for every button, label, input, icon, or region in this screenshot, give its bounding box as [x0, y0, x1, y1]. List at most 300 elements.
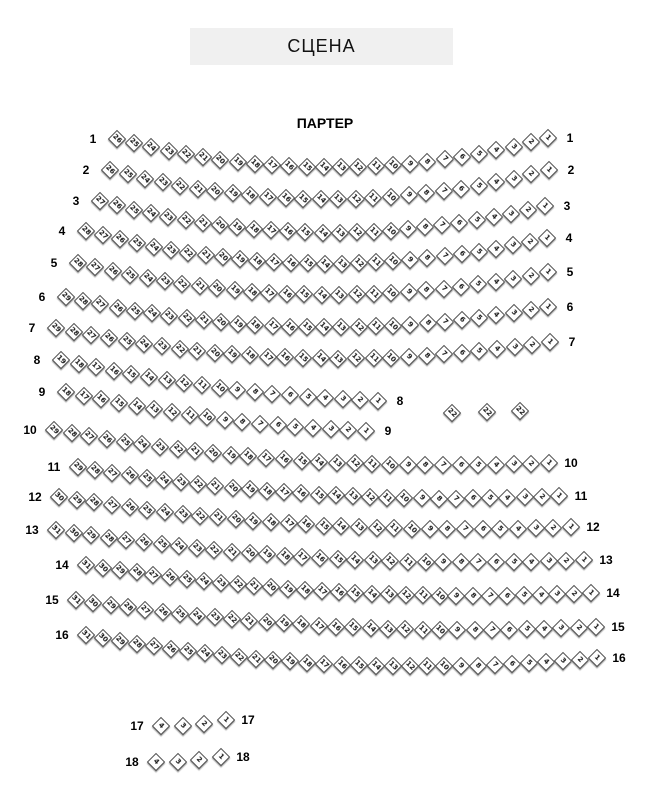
seat[interactable] [100, 329, 118, 347]
seat[interactable] [122, 365, 140, 383]
seat[interactable] [108, 298, 126, 316]
seat[interactable] [208, 279, 226, 297]
seat[interactable] [246, 316, 264, 334]
seat[interactable] [74, 292, 92, 310]
seat[interactable] [77, 222, 95, 240]
seat[interactable] [486, 656, 504, 674]
seat[interactable] [293, 548, 311, 566]
seat[interactable] [223, 542, 241, 560]
seat[interactable] [569, 619, 587, 637]
seat[interactable] [136, 600, 154, 618]
seat[interactable] [259, 188, 277, 206]
seat[interactable] [188, 342, 206, 360]
seat[interactable] [332, 655, 350, 673]
seat[interactable] [522, 165, 540, 183]
seat[interactable] [135, 335, 153, 353]
seat[interactable] [522, 133, 540, 151]
seat[interactable] [223, 610, 241, 628]
seat[interactable] [504, 137, 522, 155]
seat[interactable] [195, 311, 213, 329]
seat[interactable] [247, 649, 265, 667]
seat[interactable] [245, 577, 263, 595]
seat[interactable] [152, 717, 170, 735]
seat[interactable] [198, 408, 216, 426]
seat[interactable] [91, 192, 109, 210]
seat[interactable] [223, 478, 241, 496]
seat[interactable] [436, 312, 454, 330]
seat[interactable] [309, 485, 327, 503]
seat[interactable] [275, 614, 293, 632]
seat[interactable] [522, 455, 540, 473]
seat[interactable] [502, 205, 520, 223]
seat[interactable] [421, 520, 439, 538]
seat[interactable] [537, 653, 555, 671]
seat[interactable] [281, 317, 299, 335]
seat[interactable] [211, 573, 229, 591]
seat[interactable] [418, 314, 436, 332]
seat[interactable] [315, 654, 333, 672]
seat[interactable] [351, 391, 369, 409]
seat[interactable] [498, 586, 516, 604]
seat[interactable] [345, 454, 363, 472]
seat[interactable] [311, 549, 329, 567]
seat[interactable] [240, 611, 258, 629]
seat[interactable] [349, 656, 367, 674]
seat[interactable] [257, 449, 275, 467]
seat[interactable] [298, 653, 316, 671]
seat[interactable] [178, 570, 196, 588]
seat[interactable] [401, 315, 419, 333]
seat[interactable] [417, 184, 435, 202]
seat[interactable] [544, 518, 562, 536]
seat[interactable] [85, 493, 103, 511]
seat[interactable] [103, 463, 121, 481]
seat[interactable] [186, 442, 204, 460]
seat[interactable] [487, 272, 505, 290]
seat[interactable] [180, 406, 198, 424]
seat[interactable] [105, 362, 123, 380]
seat[interactable] [156, 272, 174, 290]
seat[interactable] [117, 531, 135, 549]
seat[interactable] [403, 520, 421, 538]
seat[interactable] [156, 503, 174, 521]
seat[interactable] [540, 552, 558, 570]
seat[interactable] [194, 148, 212, 166]
seat[interactable] [552, 619, 570, 637]
seat[interactable] [175, 373, 193, 391]
seat[interactable] [469, 656, 487, 674]
seat[interactable] [127, 397, 145, 415]
seat[interactable] [179, 642, 197, 660]
seat[interactable] [151, 437, 169, 455]
seat[interactable] [521, 266, 539, 284]
seat[interactable] [280, 157, 298, 175]
seat[interactable] [357, 422, 375, 440]
seat[interactable] [347, 285, 365, 303]
seat[interactable] [379, 619, 397, 637]
seat[interactable] [326, 486, 344, 504]
seat[interactable] [243, 282, 261, 300]
seat[interactable] [481, 587, 499, 605]
seat[interactable] [119, 598, 137, 616]
seat[interactable] [67, 491, 85, 509]
seat[interactable] [438, 520, 456, 538]
seat[interactable] [216, 410, 234, 428]
seat[interactable] [382, 348, 400, 366]
seat[interactable] [491, 520, 509, 538]
seat[interactable] [347, 189, 365, 207]
seat[interactable] [91, 295, 109, 313]
seat[interactable] [431, 621, 449, 639]
seat[interactable] [108, 196, 126, 214]
seat[interactable] [162, 241, 180, 259]
seat[interactable] [229, 314, 247, 332]
seat[interactable] [206, 182, 224, 200]
seat[interactable] [315, 158, 333, 176]
seat[interactable] [540, 161, 558, 179]
seat[interactable] [363, 455, 381, 473]
seat[interactable] [541, 333, 559, 351]
seat[interactable] [330, 285, 348, 303]
seat[interactable] [246, 155, 264, 173]
seat[interactable] [294, 189, 312, 207]
seat[interactable] [311, 349, 329, 367]
seat[interactable] [212, 313, 230, 331]
seat[interactable] [241, 346, 259, 364]
seat[interactable] [159, 208, 177, 226]
seat[interactable] [328, 550, 346, 568]
seat[interactable] [228, 218, 246, 236]
seat[interactable] [239, 447, 257, 465]
seat[interactable] [451, 456, 469, 474]
seat[interactable] [278, 284, 296, 302]
seat[interactable] [80, 427, 98, 445]
seat[interactable] [62, 424, 80, 442]
seat[interactable] [417, 281, 435, 299]
seat[interactable] [416, 553, 434, 571]
seat[interactable] [142, 138, 160, 156]
seat[interactable] [228, 380, 246, 398]
seat[interactable] [188, 539, 206, 557]
seat[interactable] [434, 279, 452, 297]
seat[interactable] [101, 596, 119, 614]
seat[interactable] [120, 466, 138, 484]
seat[interactable] [145, 237, 163, 255]
seat[interactable] [367, 253, 385, 271]
seat[interactable] [582, 584, 600, 602]
seat[interactable] [228, 575, 246, 593]
seat[interactable] [418, 249, 436, 267]
seat[interactable] [447, 489, 465, 507]
seat[interactable] [435, 150, 453, 168]
seat[interactable] [135, 533, 153, 551]
seat[interactable] [171, 605, 189, 623]
seat[interactable] [279, 514, 297, 532]
seat[interactable] [64, 523, 82, 541]
seat[interactable] [384, 156, 402, 174]
seat[interactable] [213, 646, 231, 664]
seat[interactable] [258, 545, 276, 563]
seat[interactable] [108, 130, 126, 148]
seat[interactable] [470, 309, 488, 327]
seat[interactable] [245, 220, 263, 238]
seat[interactable] [384, 252, 402, 270]
seat[interactable] [133, 435, 151, 453]
seat[interactable] [400, 657, 418, 675]
seat[interactable] [241, 480, 259, 498]
seat[interactable] [222, 445, 240, 463]
seat[interactable] [315, 516, 333, 534]
seat[interactable] [538, 229, 556, 247]
seat[interactable] [282, 254, 300, 272]
seat[interactable] [452, 245, 470, 263]
seat[interactable] [195, 715, 213, 733]
seat[interactable] [469, 275, 487, 293]
seat[interactable] [347, 349, 365, 367]
seat[interactable] [365, 222, 383, 240]
seat[interactable] [74, 387, 92, 405]
seat[interactable] [153, 603, 171, 621]
seat[interactable] [110, 561, 128, 579]
seat[interactable] [94, 226, 112, 244]
seat[interactable] [398, 456, 416, 474]
seat[interactable] [155, 471, 173, 489]
seat[interactable] [382, 284, 400, 302]
seat[interactable] [298, 388, 316, 406]
seat[interactable] [230, 250, 248, 268]
seat[interactable] [344, 487, 362, 505]
seat[interactable] [98, 430, 116, 448]
seat[interactable] [169, 440, 187, 458]
seat[interactable] [138, 468, 156, 486]
seat[interactable] [257, 613, 275, 631]
seat[interactable] [69, 355, 87, 373]
seat[interactable] [210, 378, 228, 396]
seat[interactable] [430, 489, 448, 507]
seat[interactable] [344, 618, 362, 636]
seat[interactable] [299, 254, 317, 272]
seat[interactable] [469, 456, 487, 474]
seat[interactable] [206, 343, 224, 361]
seat[interactable] [213, 248, 231, 266]
seat[interactable] [350, 254, 368, 272]
seat[interactable] [87, 358, 105, 376]
seat[interactable] [211, 151, 229, 169]
seat[interactable] [241, 186, 259, 204]
seat[interactable] [196, 644, 214, 662]
seat[interactable] [281, 652, 299, 670]
seat[interactable] [503, 655, 521, 673]
seat[interactable] [145, 400, 163, 418]
seat[interactable] [571, 650, 589, 668]
seat[interactable] [225, 281, 243, 299]
seat[interactable] [228, 153, 246, 171]
seat[interactable] [125, 200, 143, 218]
seat[interactable] [515, 488, 533, 506]
seat[interactable] [223, 345, 241, 363]
seat[interactable] [128, 234, 146, 252]
seat[interactable] [381, 455, 399, 473]
seat[interactable] [45, 421, 63, 439]
seat[interactable] [498, 489, 516, 507]
seat[interactable] [539, 263, 557, 281]
seat[interactable] [52, 351, 70, 369]
seat[interactable] [64, 322, 82, 340]
seat[interactable] [276, 547, 294, 565]
seat[interactable] [452, 179, 470, 197]
seat[interactable] [275, 483, 293, 501]
seat[interactable] [484, 208, 502, 226]
seat[interactable] [478, 403, 496, 421]
seat[interactable] [385, 519, 403, 537]
seat[interactable] [474, 520, 492, 538]
seat[interactable] [322, 420, 340, 438]
seat[interactable] [315, 318, 333, 336]
seat[interactable] [143, 304, 161, 322]
seat[interactable] [103, 496, 121, 514]
seat[interactable] [275, 450, 293, 468]
seat[interactable] [381, 552, 399, 570]
seat[interactable] [397, 586, 415, 604]
seat[interactable] [251, 414, 269, 432]
seat[interactable] [279, 579, 297, 597]
seat[interactable] [366, 657, 384, 675]
seat[interactable] [258, 482, 276, 500]
seat[interactable] [163, 403, 181, 421]
seat[interactable] [526, 519, 544, 537]
seat[interactable] [416, 456, 434, 474]
seat[interactable] [470, 145, 488, 163]
seat[interactable] [399, 220, 417, 238]
seat[interactable] [469, 553, 487, 571]
seat[interactable] [487, 239, 505, 257]
seat[interactable] [162, 640, 180, 658]
seat[interactable] [101, 161, 119, 179]
seat[interactable] [453, 148, 471, 166]
seat[interactable] [443, 404, 461, 422]
seat[interactable] [196, 246, 214, 264]
seat[interactable] [145, 637, 163, 655]
seat[interactable] [47, 521, 65, 539]
seat[interactable] [348, 223, 366, 241]
seat[interactable] [395, 489, 413, 507]
seat[interactable] [177, 145, 195, 163]
seat[interactable] [349, 318, 367, 336]
seat[interactable] [310, 452, 328, 470]
seat[interactable] [296, 581, 314, 599]
seat[interactable] [520, 654, 538, 672]
seat[interactable] [190, 751, 208, 769]
seat[interactable] [453, 344, 471, 362]
seat[interactable] [161, 568, 179, 586]
seat[interactable] [147, 753, 165, 771]
seat[interactable] [176, 211, 194, 229]
seat[interactable] [332, 158, 350, 176]
seat[interactable] [329, 190, 347, 208]
seat[interactable] [382, 221, 400, 239]
seat[interactable] [86, 258, 104, 276]
seat[interactable] [262, 578, 280, 596]
seat[interactable] [452, 657, 470, 675]
seat[interactable] [173, 274, 191, 292]
seat[interactable] [511, 402, 529, 420]
seat[interactable] [465, 621, 483, 639]
seat[interactable] [470, 242, 488, 260]
seat[interactable] [171, 176, 189, 194]
seat[interactable] [504, 553, 522, 571]
seat[interactable] [364, 349, 382, 367]
seat[interactable] [94, 629, 112, 647]
seat[interactable] [500, 621, 518, 639]
seat[interactable] [453, 311, 471, 329]
seat[interactable] [269, 416, 287, 434]
seat[interactable] [329, 349, 347, 367]
seat[interactable] [575, 551, 593, 569]
seat[interactable] [136, 169, 154, 187]
seat[interactable] [487, 306, 505, 324]
seat[interactable] [224, 184, 242, 202]
seat[interactable] [138, 500, 156, 518]
seat[interactable] [77, 556, 95, 574]
seat[interactable] [565, 585, 583, 603]
seat[interactable] [173, 717, 191, 735]
seat[interactable] [380, 585, 398, 603]
seat[interactable] [364, 551, 382, 569]
seat[interactable] [481, 489, 499, 507]
seat[interactable] [281, 386, 299, 404]
seat[interactable] [487, 173, 505, 191]
seat[interactable] [86, 461, 104, 479]
seat[interactable] [47, 319, 65, 337]
seat[interactable] [350, 518, 368, 536]
seat[interactable] [294, 349, 312, 367]
seat[interactable] [399, 186, 417, 204]
seat[interactable] [514, 586, 532, 604]
seat[interactable] [531, 586, 549, 604]
seat[interactable] [417, 657, 435, 675]
seat[interactable] [153, 337, 171, 355]
seat[interactable] [365, 285, 383, 303]
seat[interactable] [233, 413, 251, 431]
seat[interactable] [157, 371, 175, 389]
seat[interactable] [94, 558, 112, 576]
seat[interactable] [160, 307, 178, 325]
seat[interactable] [536, 197, 554, 215]
seat[interactable] [519, 201, 537, 219]
seat[interactable] [313, 285, 331, 303]
seat[interactable] [100, 528, 118, 546]
seat[interactable] [349, 158, 367, 176]
seat[interactable] [509, 520, 527, 538]
seat[interactable] [177, 309, 195, 327]
seat[interactable] [82, 526, 100, 544]
seat[interactable] [193, 214, 211, 232]
seat[interactable] [191, 277, 209, 295]
seat[interactable] [50, 488, 68, 506]
seat[interactable] [433, 216, 451, 234]
seat[interactable] [298, 318, 316, 336]
seat[interactable] [413, 586, 431, 604]
seat[interactable] [82, 326, 100, 344]
seat[interactable] [170, 537, 188, 555]
seat[interactable] [296, 223, 314, 241]
seat[interactable] [367, 317, 385, 335]
seat[interactable] [188, 606, 206, 624]
seat[interactable] [554, 652, 572, 670]
seat[interactable] [263, 317, 281, 335]
seat[interactable] [226, 510, 244, 528]
seat[interactable] [361, 619, 379, 637]
